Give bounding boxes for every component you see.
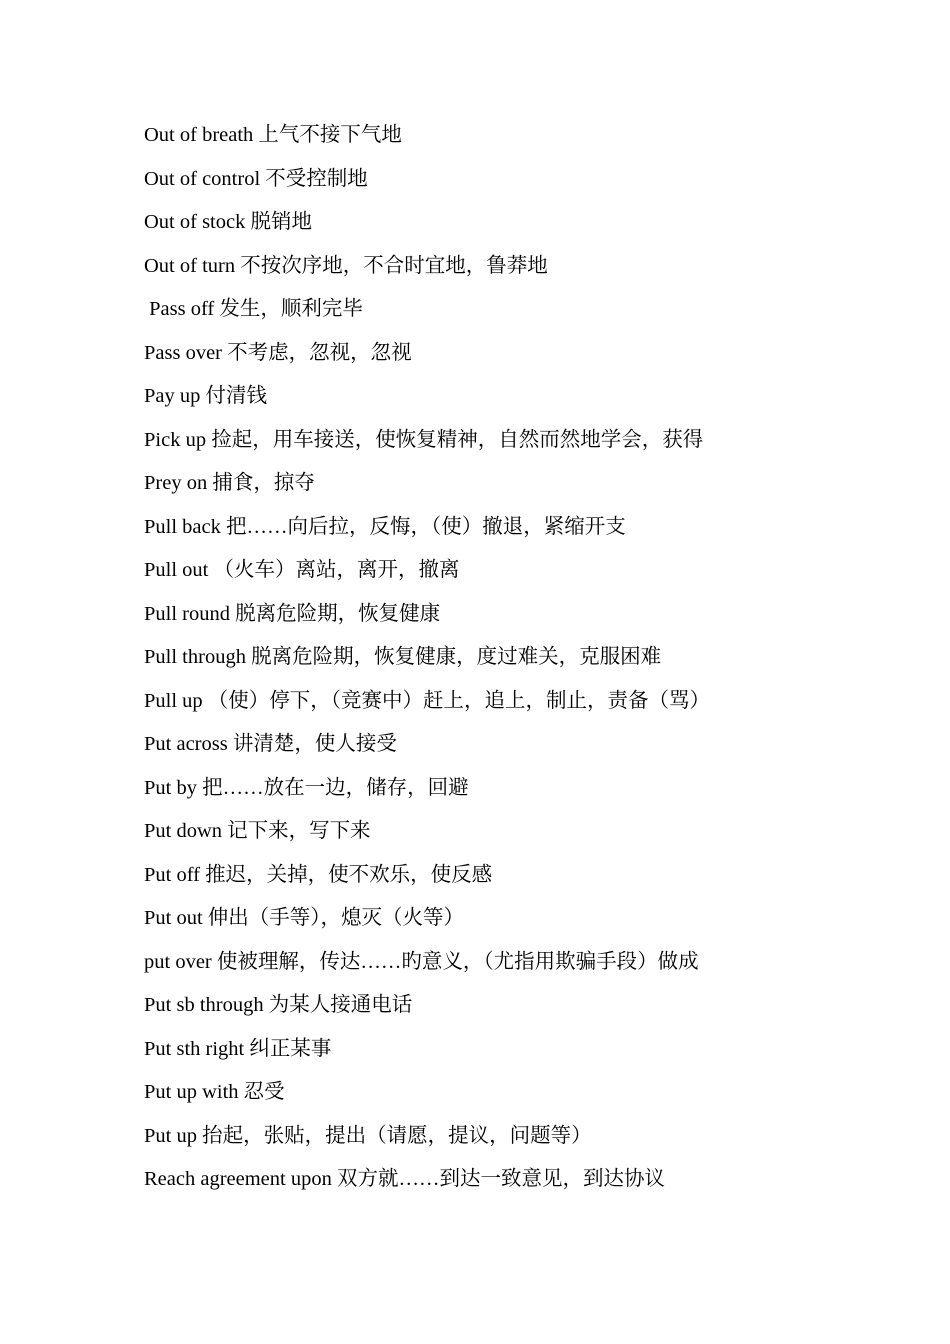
list-item	[144, 114, 844, 158]
phrase-text: Out of control	[144, 167, 261, 190]
phrase-text: Put up with	[144, 1081, 239, 1103]
phrase-text: Pull back	[144, 515, 221, 538]
meaning-text: 脱离危险期，恢复健康，度过难关，克服困难	[251, 646, 662, 668]
meaning-text: 把……放在一边，储存，回避	[202, 776, 469, 799]
meaning-text: 捕食，掠夺	[212, 472, 315, 494]
meaning-text: 推迟，关掉，使不欢乐，使反感	[205, 863, 493, 886]
meaning-text: 捡起，用车接送，使恢复精神，自然而然地学会，获得	[211, 428, 704, 451]
phrase-text: Prey on	[144, 472, 208, 494]
phrase-text: Out of stock	[144, 211, 246, 233]
meaning-text: 忍受	[243, 1081, 285, 1103]
phrase-text: Put out	[144, 907, 203, 929]
list-item	[144, 810, 844, 854]
phrase-text: Put up	[144, 1124, 197, 1147]
meaning-text: 使被理解，传达……旳意义，（尤指用欺骗手段）做成	[216, 950, 699, 973]
meaning-text: 纠正某事	[249, 1037, 332, 1060]
meaning-text: 为某人接通电话	[268, 994, 413, 1016]
meaning-text: 记下来，写下来	[227, 820, 371, 842]
phrase-text: Pull up	[144, 689, 203, 712]
list-item	[144, 375, 844, 419]
phrase-text: Pull round	[144, 602, 230, 625]
phrase-text: Pass over	[144, 341, 223, 364]
phrase-list	[144, 114, 844, 1202]
meaning-text: 不受控制地	[265, 167, 368, 190]
list-item	[144, 767, 844, 811]
phrase-text: put over	[144, 950, 212, 973]
list-item	[144, 332, 844, 376]
list-item	[144, 680, 844, 724]
phrase-text: Put sb through	[144, 994, 264, 1016]
phrase-text: Pull out	[144, 559, 209, 581]
meaning-text: 付清钱	[205, 385, 267, 407]
list-item	[144, 419, 844, 463]
list-item	[144, 593, 844, 637]
meaning-text: （使）停下，（竞赛中）赶上，追上，制止，责备（骂）	[207, 689, 711, 712]
list-item	[144, 1071, 844, 1115]
meaning-text: （火车）离站，离开，撤离	[213, 559, 460, 581]
list-item	[144, 549, 844, 593]
phrase-text: Put across	[144, 733, 228, 755]
meaning-text: 伸出（手等），熄灭（火等）	[207, 907, 465, 929]
meaning-text: 把……向后拉，反悔，（使）撤退，紧缩开支	[226, 515, 626, 538]
list-item	[144, 897, 844, 941]
list-item	[144, 462, 844, 506]
list-item	[144, 1115, 844, 1159]
meaning-text: 上气不接下气地	[258, 124, 402, 146]
list-item	[144, 854, 844, 898]
meaning-text: 不考虑，忽视，忽视	[227, 341, 412, 364]
phrase-text: Put sth right	[144, 1037, 245, 1060]
meaning-text: 不按次序地，不合时宜地，鲁莽地	[240, 254, 548, 277]
meaning-text: 抬起，张贴，提出（请愿，提议，问题等）	[202, 1124, 592, 1147]
list-item	[144, 506, 844, 550]
meaning-text: 讲清楚，使人接受	[232, 733, 397, 755]
phrase-text: Pay up	[144, 385, 201, 407]
list-item	[144, 941, 844, 985]
phrase-text: Put by	[144, 776, 197, 799]
list-item	[144, 201, 844, 245]
list-item	[144, 1028, 844, 1072]
meaning-text: 脱离危险期，恢复健康	[235, 602, 441, 625]
list-item	[144, 245, 844, 289]
list-item	[144, 984, 844, 1028]
phrase-text: Out of turn	[144, 254, 236, 277]
list-item	[144, 158, 844, 202]
phrase-text: Reach agreement upon	[144, 1168, 332, 1190]
phrase-text: Put off	[144, 863, 201, 886]
phrase-text: Pull through	[144, 646, 246, 668]
list-item	[144, 723, 844, 767]
phrase-text: Put down	[144, 820, 223, 842]
phrase-text: Out of breath	[144, 124, 254, 146]
meaning-text: 双方就……到达一致意见，到达协议	[336, 1168, 665, 1190]
phrase-text: Pick up	[144, 428, 207, 451]
meaning-text: 脱销地	[250, 211, 312, 233]
list-item	[144, 636, 844, 680]
list-item	[144, 1158, 844, 1202]
meaning-text: 发生，顺利完毕	[219, 298, 363, 320]
phrase-text: Pass off	[144, 298, 215, 320]
list-item	[144, 288, 844, 332]
